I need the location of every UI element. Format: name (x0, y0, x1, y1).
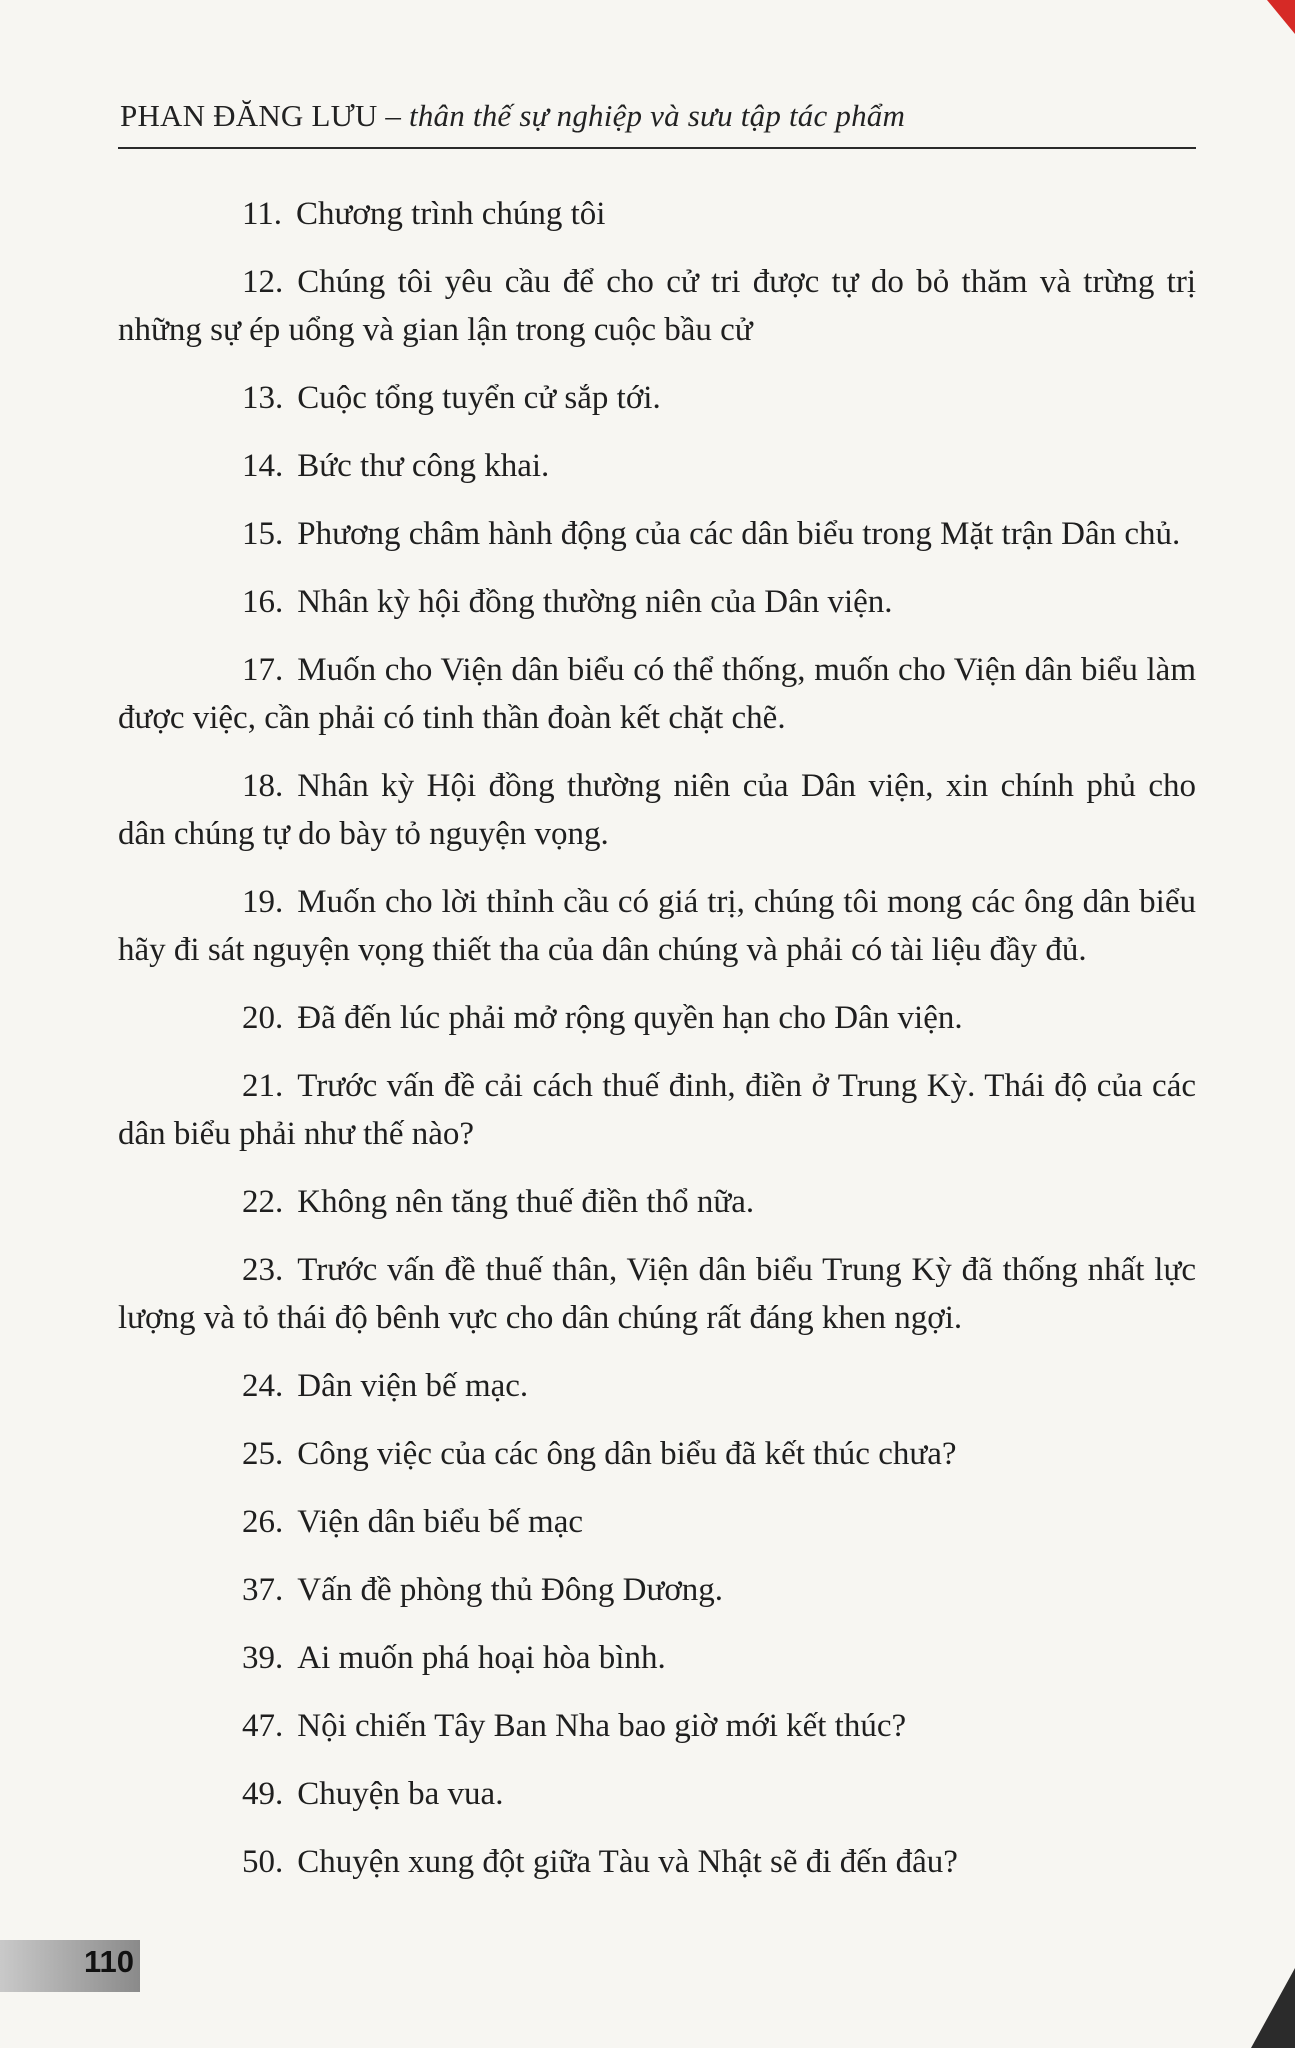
list-item (118, 762, 1196, 858)
list-item (118, 1702, 1196, 1750)
article-list (118, 190, 1196, 1906)
item-title: Nội chiến Tây Ban Nha bao giờ mới kết thúc? (297, 1708, 907, 1744)
item-title: Phương châm hành động của các dân biểu trong Mặt trận Dân chủ. (297, 516, 1181, 552)
item-title: Viện dân biểu bế mạc (297, 1504, 583, 1540)
item-title: Công việc của các ông dân biểu đã kết thúc chưa? (297, 1436, 957, 1472)
list-item (118, 1062, 1196, 1158)
item-title: Trước vấn đề cải cách thuế đinh, điền ở Trung Kỳ. Thái độ của các dân biểu phải như thế nào? (118, 1068, 1196, 1152)
list-item (118, 374, 1196, 422)
item-number: 16. (242, 584, 284, 620)
list-item (118, 1498, 1196, 1546)
item-number: 18. (242, 768, 284, 804)
item-number: 49. (242, 1776, 284, 1812)
item-title: Chương trình chúng tôi (296, 196, 606, 232)
header-divider (118, 147, 1196, 149)
item-title: Ai muốn phá hoại hòa bình. (297, 1640, 666, 1676)
book-subtitle: thân thế sự nghiệp và sưu tập tác phẩm (409, 98, 906, 133)
item-title: Muốn cho lời thỉnh cầu có giá trị, chúng tôi mong các ông dân biểu hãy đi sát nguyện vọng thiết tha của dân chúng và phải có tài liệu đầy đủ. (118, 884, 1196, 968)
list-item (118, 1178, 1196, 1226)
list-item (118, 994, 1196, 1042)
item-number: 11. (242, 196, 283, 232)
item-number: 47. (242, 1708, 284, 1744)
list-item (118, 190, 1196, 238)
item-title: Chúng tôi yêu cầu để cho cử tri được tự do bỏ thăm và trừng trị những sự ép uổng và gian lận trong cuộc bầu cử (118, 264, 1196, 348)
item-number: 21. (242, 1068, 284, 1104)
list-item (118, 442, 1196, 490)
item-title: Chuyện ba vua. (297, 1776, 504, 1812)
item-number: 12. (242, 264, 284, 300)
list-item (118, 578, 1196, 626)
item-number: 26. (242, 1504, 284, 1540)
item-number: 25. (242, 1436, 284, 1472)
item-number: 15. (242, 516, 284, 552)
header-separator: – (377, 98, 410, 133)
item-number: 24. (242, 1368, 284, 1404)
item-title: Đã đến lúc phải mở rộng quyền hạn cho Dân viện. (297, 1000, 963, 1036)
page-corner-shadow (1251, 1968, 1295, 2048)
list-item (118, 258, 1196, 354)
item-title: Cuộc tổng tuyển cử sắp tới. (297, 380, 661, 416)
list-item (118, 1770, 1196, 1818)
item-number: 39. (242, 1640, 284, 1676)
item-number: 37. (242, 1572, 284, 1608)
list-item (118, 1246, 1196, 1342)
list-item (118, 1634, 1196, 1682)
item-title: Muốn cho Viện dân biểu có thể thống, muốn cho Viện dân biểu làm được việc, cần phải có tinh thần đoàn kết chặt chẽ. (118, 652, 1196, 736)
item-title: Nhân kỳ hội đồng thường niên của Dân viện. (297, 584, 893, 620)
item-title: Vấn đề phòng thủ Đông Dương. (297, 1572, 724, 1608)
list-item (118, 1566, 1196, 1614)
list-item (118, 878, 1196, 974)
item-title: Trước vấn đề thuế thân, Viện dân biểu Trung Kỳ đã thống nhất lực lượng và tỏ thái độ bênh vực cho dân chúng rất đáng khen ngợi. (118, 1252, 1196, 1336)
list-item (118, 510, 1196, 558)
item-number: 20. (242, 1000, 284, 1036)
item-number: 22. (242, 1184, 284, 1220)
book-title: PHAN ĐĂNG LƯU (120, 98, 378, 133)
list-item (118, 1362, 1196, 1410)
list-item (118, 1430, 1196, 1478)
list-item (118, 1838, 1196, 1886)
item-title: Không nên tăng thuế điền thổ nữa. (297, 1184, 755, 1220)
page-corner-mark (1255, 0, 1295, 34)
item-number: 23. (242, 1252, 284, 1288)
item-number: 19. (242, 884, 284, 920)
running-header (120, 98, 905, 134)
item-title: Dân viện bế mạc. (297, 1368, 529, 1404)
item-number: 14. (242, 448, 284, 484)
item-number: 50. (242, 1844, 284, 1880)
item-title: Chuyện xung đột giữa Tàu và Nhật sẽ đi đến đâu? (297, 1844, 958, 1880)
item-number: 13. (242, 380, 284, 416)
item-title: Bức thư công khai. (297, 448, 550, 484)
item-title: Nhân kỳ Hội đồng thường niên của Dân viện, xin chính phủ cho dân chúng tự do bày tỏ nguyện vọng. (118, 768, 1196, 852)
page-number: 110 (84, 1944, 135, 1979)
list-item (118, 646, 1196, 742)
item-number: 17. (242, 652, 284, 688)
